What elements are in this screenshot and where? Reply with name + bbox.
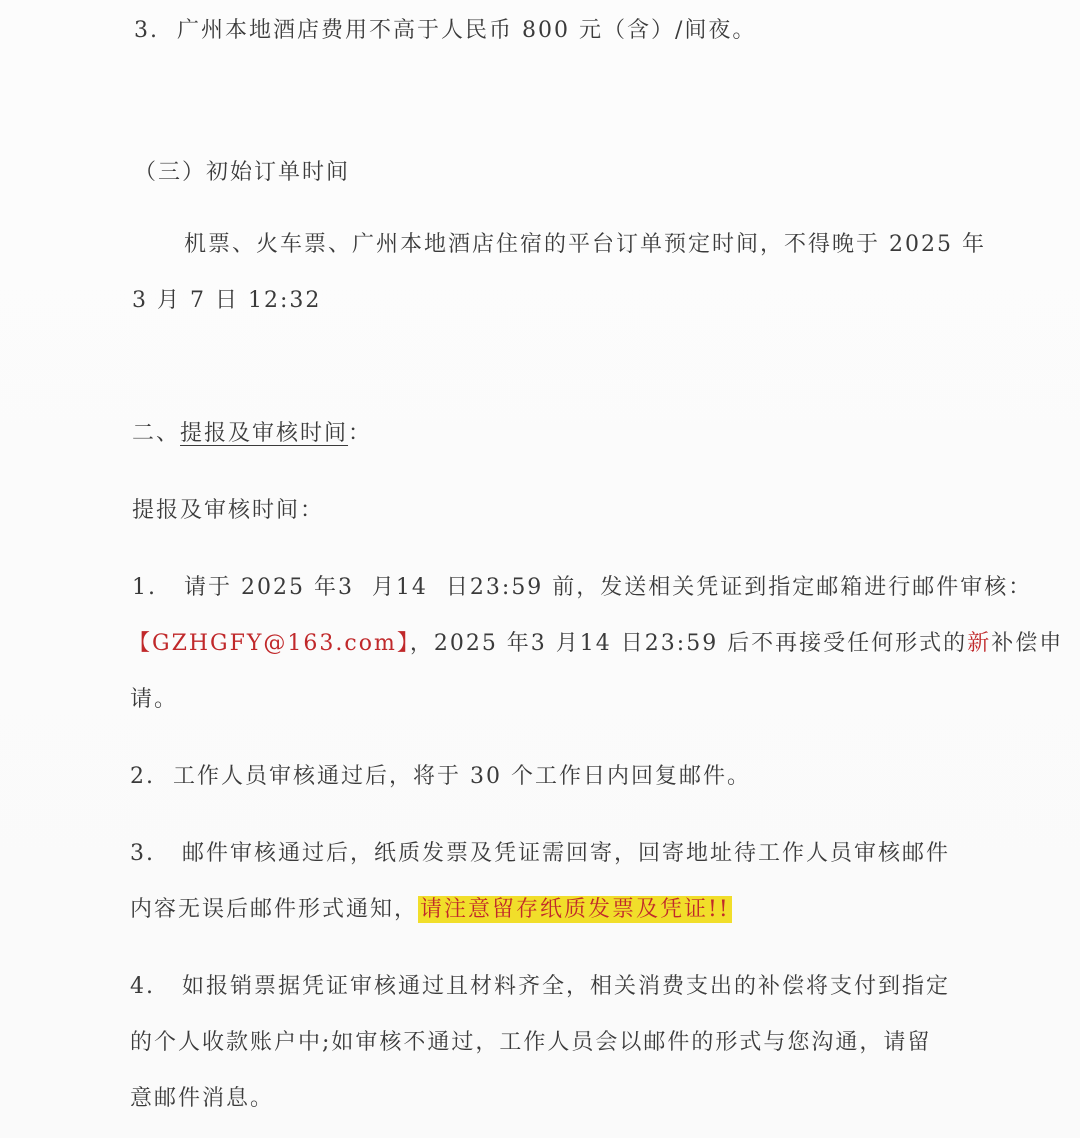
section-2-prefix: 二、 (132, 421, 181, 446)
order-time-text-1: 机票、火车票、广州本地酒店住宿的平台订单预定时间，不得晚于 2025 年 (184, 232, 986, 257)
order-time-text-2: 3 月 7 日 12:32 (132, 288, 322, 313)
paragraph-3-line-2 (130, 895, 732, 925)
paragraph-4-text-1: 4. 如报销票据凭证审核通过且材料齐全，相关消费支出的补偿将支付到指定 (130, 974, 950, 999)
paragraph-4-text-3: 意邮件消息。 (130, 1086, 275, 1111)
paragraph-1-text-1: 1. 请于 2025 年3 月14 日23:59 前，发送相关凭证到指定邮箱进行邮件审核： (132, 575, 1033, 600)
paragraph-3-text-1: 3. 邮件审核通过后，纸质发票及凭证需回寄，回寄地址待工作人员审核邮件 (130, 841, 950, 866)
paragraph-4-text-2: 的个人收款账户中;如审核不通过，工作人员会以邮件的形式与您沟通，请留 (130, 1030, 932, 1055)
paragraph-1-line-1 (132, 573, 1032, 603)
order-time-line-2 (132, 286, 321, 316)
paragraph-1-text-2-end: 补偿申 (991, 631, 1064, 656)
review-time-label-text: 提报及审核时间： (132, 498, 325, 523)
section-2-title: 提报及审核时间 (180, 421, 349, 446)
paragraph-1-line-3 (130, 685, 178, 715)
hotel-cost-item (134, 16, 756, 46)
highlighted-warning: 请注意留存纸质发票及凭证!! (420, 897, 730, 922)
paragraph-4-line-2 (130, 1028, 931, 1058)
paragraph-2 (130, 762, 751, 792)
section-2-suffix: ： (348, 421, 373, 446)
paragraph-2-text: 2. 工作人员审核通过后，将于 30 个工作日内回复邮件。 (130, 764, 751, 789)
new-emphasis: 新 (967, 631, 992, 656)
order-time-line-1 (184, 230, 986, 260)
paragraph-3-text-2: 内容无误后邮件形式通知， (130, 897, 419, 922)
paragraph-4-line-1 (130, 972, 950, 1002)
paragraph-3-line-1 (130, 839, 950, 869)
paragraph-1-text-2: ，2025 年3 月14 日23:59 后不再接受任何形式的 (409, 631, 968, 656)
section-2-heading (132, 419, 372, 449)
paragraph-4-line-3 (130, 1084, 274, 1114)
hotel-cost-text: 3. 广州本地酒店费用不高于人民币 800 元（含）/间夜。 (134, 18, 757, 43)
section-3-heading (134, 158, 350, 188)
paragraph-1-line-2 (128, 629, 1063, 659)
review-time-label (132, 496, 324, 526)
paragraph-1-text-3: 请。 (130, 687, 179, 712)
email-address[interactable]: 【GZHGFY@163.com】 (128, 631, 410, 656)
section-3-heading-text: （三）初始订单时间 (134, 160, 351, 185)
